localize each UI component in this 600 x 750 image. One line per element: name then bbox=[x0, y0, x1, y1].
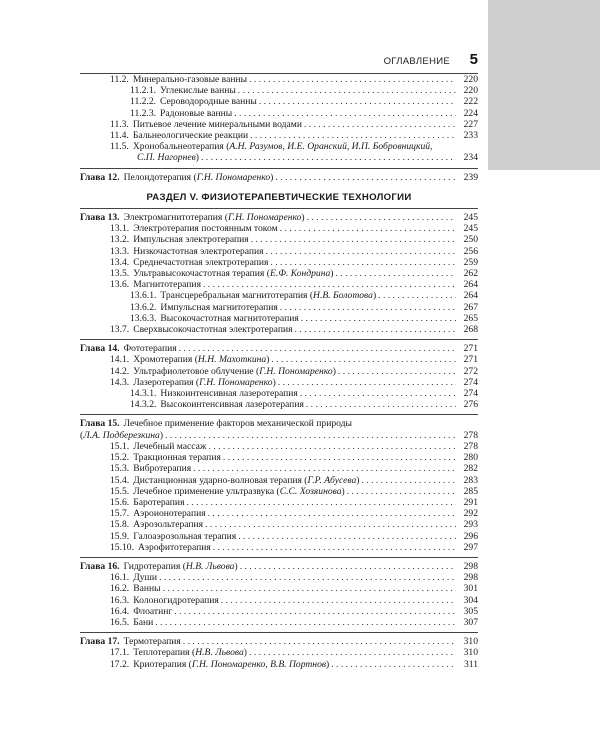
page-ref: 262 bbox=[463, 268, 478, 280]
page-ref: 293 bbox=[463, 519, 478, 531]
page-ref: 271 bbox=[463, 343, 478, 355]
toc-entry[interactable]: 13.6.3. Высокочастотная магнитотерапия . . . 265 bbox=[80, 313, 478, 324]
page-ref: 220 bbox=[463, 85, 478, 97]
page-ref: 271 bbox=[463, 354, 478, 366]
page-ref: 245 bbox=[463, 223, 478, 235]
page-ref: 227 bbox=[463, 118, 478, 130]
page-ref: 304 bbox=[463, 594, 478, 606]
toc-entry[interactable]: 16.5. Бани . . . 307 bbox=[80, 617, 478, 628]
page-ref: 264 bbox=[463, 279, 478, 291]
page-ref: 310 bbox=[463, 636, 478, 648]
page-ref: 301 bbox=[463, 583, 478, 595]
toc-entry[interactable]: 15.3. Вибротерапия . . . 282 bbox=[80, 463, 478, 474]
page-ref: 268 bbox=[463, 324, 478, 336]
page-ref: 234 bbox=[463, 152, 478, 164]
chapter-15-cont[interactable]: (Л.А. Подберезкина) . . . 278 bbox=[80, 430, 478, 441]
page-ref: 274 bbox=[463, 388, 478, 400]
toc-entry[interactable]: 11.2. Минерально-газовые ванны . . . 220 bbox=[80, 74, 478, 85]
divider bbox=[80, 168, 478, 169]
divider bbox=[80, 208, 478, 209]
page-ref: 245 bbox=[463, 212, 478, 224]
toc-entry[interactable]: 13.6.1. Трансцеребральная магнитотерапия (Н.В. Болотова) . . . 264 bbox=[80, 290, 478, 301]
toc-entry[interactable]: 14.3.2. Высокоинтенсивная лазеротерапия . . . 276 bbox=[80, 399, 478, 410]
page-ref: 298 bbox=[463, 560, 478, 572]
page-ref: 239 bbox=[463, 171, 478, 183]
toc-entry-11-5[interactable]: 11.5. Хронобальнеотерапия (А.Н. Разумов, И.Е. Оранский, И.П. Бобровницкий, bbox=[110, 141, 433, 153]
divider bbox=[80, 557, 478, 558]
page-ref: 278 bbox=[463, 429, 478, 441]
toc-entry[interactable]: 15.1. Лечебный массаж . . . 278 bbox=[80, 441, 478, 452]
toc-entry[interactable]: 16.3. Колоногидротерапия . . . 304 bbox=[80, 595, 478, 606]
page-ref: 259 bbox=[463, 256, 478, 268]
section-heading: РАЗДЕЛ V. ФИЗИОТЕРАПЕВТИЧЕСКИЕ ТЕХНОЛОГИИ bbox=[146, 191, 412, 203]
toc-entry[interactable]: 14.1. Хромотерапия (Н.Н. Махоткина) . . . 271 bbox=[80, 354, 478, 365]
toc-entry[interactable]: 15.7. Аэроионотерапия . . . 292 bbox=[80, 508, 478, 519]
toc-entry[interactable]: 13.6.2. Импульсная магнитотерапия . . . 267 bbox=[80, 302, 478, 313]
page-ref: 272 bbox=[463, 365, 478, 377]
toc-entry[interactable]: 13.1. Электротерапия постоянным током . . . 245 bbox=[80, 223, 478, 234]
page-ref: 280 bbox=[463, 452, 478, 464]
page-ref: 264 bbox=[463, 290, 478, 302]
toc-entry[interactable]: 17.2. Криотерапия (Г.Н. Пономаренко, В.В. Портнов) . . . 311 bbox=[80, 659, 478, 670]
page-ref: 250 bbox=[463, 234, 478, 246]
toc-entry[interactable]: 11.4. Бальнеологические реакции . . . 233 bbox=[80, 130, 478, 141]
toc-entry[interactable]: 11.2.3. Радоновые ванны . . . 224 bbox=[80, 108, 478, 119]
page-ref: 292 bbox=[463, 508, 478, 520]
page-ref: 291 bbox=[463, 496, 478, 508]
page-ref: 297 bbox=[463, 541, 478, 553]
page-ref: 282 bbox=[463, 463, 478, 475]
toc-entry[interactable]: 11.2.1. Углекислые ванны . . . 220 bbox=[80, 85, 478, 96]
page-ref: 298 bbox=[463, 572, 478, 584]
page-ref: 296 bbox=[463, 530, 478, 542]
toc-entry[interactable]: 15.4. Дистанционная ударно-волновая терапия (Г.Р. Абусева) . . . 283 bbox=[80, 475, 478, 486]
chapter-13[interactable]: Глава 13. Электромагнитотерапия (Г.Н. Пономаренко) . . . 245 bbox=[80, 212, 478, 223]
toc-entry[interactable]: 14.2. Ультрафиолетовое облучение (Г.Н. Пономаренко) . . . 272 bbox=[80, 366, 478, 377]
toc-entry[interactable]: 15.10. Аэрофитотерапия . . . 297 bbox=[80, 542, 478, 553]
toc-entry[interactable]: 14.3.1. Низкоинтенсивная лазеротерапия . . . 274 bbox=[80, 388, 478, 399]
table-of-contents bbox=[80, 74, 478, 670]
toc-entry[interactable]: 16.1. Души . . . 298 bbox=[80, 572, 478, 583]
page-ref: 224 bbox=[463, 107, 478, 119]
page-ref: 233 bbox=[463, 130, 478, 142]
page-number: 5 bbox=[469, 51, 478, 68]
page-ref: 310 bbox=[463, 647, 478, 659]
page-ref: 265 bbox=[463, 312, 478, 324]
divider bbox=[80, 339, 478, 340]
running-header bbox=[80, 52, 478, 72]
header-title: ОГЛАВЛЕНИЕ bbox=[383, 56, 450, 67]
page-ref: 305 bbox=[463, 605, 478, 617]
divider bbox=[80, 414, 478, 415]
toc-entry[interactable]: 11.2.2. Сероводородные ванны . . . 222 bbox=[80, 96, 478, 107]
toc-entry[interactable]: 13.2. Импульсная электротерапия . . . 250 bbox=[80, 234, 478, 245]
page-ref: 283 bbox=[463, 474, 478, 486]
chapter-14[interactable]: Глава 14. Фототерапия . . . 271 bbox=[80, 343, 478, 354]
page-ref: 276 bbox=[463, 399, 478, 411]
chapter-16[interactable]: Глава 16. Гидротерапия (Н.В. Львова) . . . 298 bbox=[80, 561, 478, 572]
toc-entry[interactable]: 15.9. Галоаэрозольная терапия . . . 296 bbox=[80, 531, 478, 542]
page-ref: 267 bbox=[463, 301, 478, 313]
chapter-17[interactable]: Глава 17. Термотерапия . . . 310 bbox=[80, 636, 478, 647]
toc-entry[interactable]: 13.5. Ультравысокочастотная терапия (Е.Ф. Кондрина) . . . 262 bbox=[80, 268, 478, 279]
page-ref: 222 bbox=[463, 96, 478, 108]
toc-entry[interactable]: 15.6. Баротерапия . . . 291 bbox=[80, 497, 478, 508]
toc-entry[interactable]: 14.3. Лазеротерапия (Г.Н. Пономаренко) . . . 274 bbox=[80, 377, 478, 388]
toc-entry[interactable]: 15.8. Аэрозольтерапия . . . 293 bbox=[80, 519, 478, 530]
chapter-15[interactable]: Глава 15. Лечебное применение факторов механической природы bbox=[80, 418, 353, 430]
page-ref: 278 bbox=[463, 440, 478, 452]
toc-entry[interactable]: 15.2. Тракционная терапия . . . 280 bbox=[80, 452, 478, 463]
page-ref: 274 bbox=[463, 376, 478, 388]
page-ref: 285 bbox=[463, 485, 478, 497]
toc-entry[interactable]: 13.6. Магнитотерапия . . . 264 bbox=[80, 279, 478, 290]
thumb-index-tab bbox=[488, 0, 600, 170]
page-ref: 311 bbox=[463, 658, 478, 670]
page-ref: 307 bbox=[463, 616, 478, 628]
toc-entry[interactable]: 15.5. Лечебное применение ультразвука (С.С. Хозяинова) . . . 285 bbox=[80, 486, 478, 497]
toc-entry[interactable]: 13.7. Сверхвысокочастотная электротерапия . . . 268 bbox=[80, 324, 478, 335]
toc-entry-11-5-cont[interactable]: С.П. Нагорнев) . . . 234 bbox=[80, 152, 478, 163]
toc-entry[interactable]: 11.3. Питьевое лечение минеральными водами . . . 227 bbox=[80, 119, 478, 130]
page-ref: 220 bbox=[463, 74, 478, 85]
toc-entry[interactable]: 16.4. Флоатинг . . . 305 bbox=[80, 606, 478, 617]
page-ref: 256 bbox=[463, 245, 478, 257]
toc-entry[interactable]: 13.4. Среднечастотная электротерапия . . . 259 bbox=[80, 257, 478, 268]
toc-entry[interactable]: 13.3. Низкочастотная электротерапия . . . 256 bbox=[80, 246, 478, 257]
divider bbox=[80, 632, 478, 633]
chapter-12[interactable]: Глава 12. Пелоидотерапия (Г.Н. Пономаренко) . . . 239 bbox=[80, 172, 478, 183]
toc-entry[interactable]: 16.2. Ванны . . . 301 bbox=[80, 583, 478, 594]
toc-entry[interactable]: 17.1. Теплотерапия (Н.В. Львова) . . . 310 bbox=[80, 647, 478, 658]
